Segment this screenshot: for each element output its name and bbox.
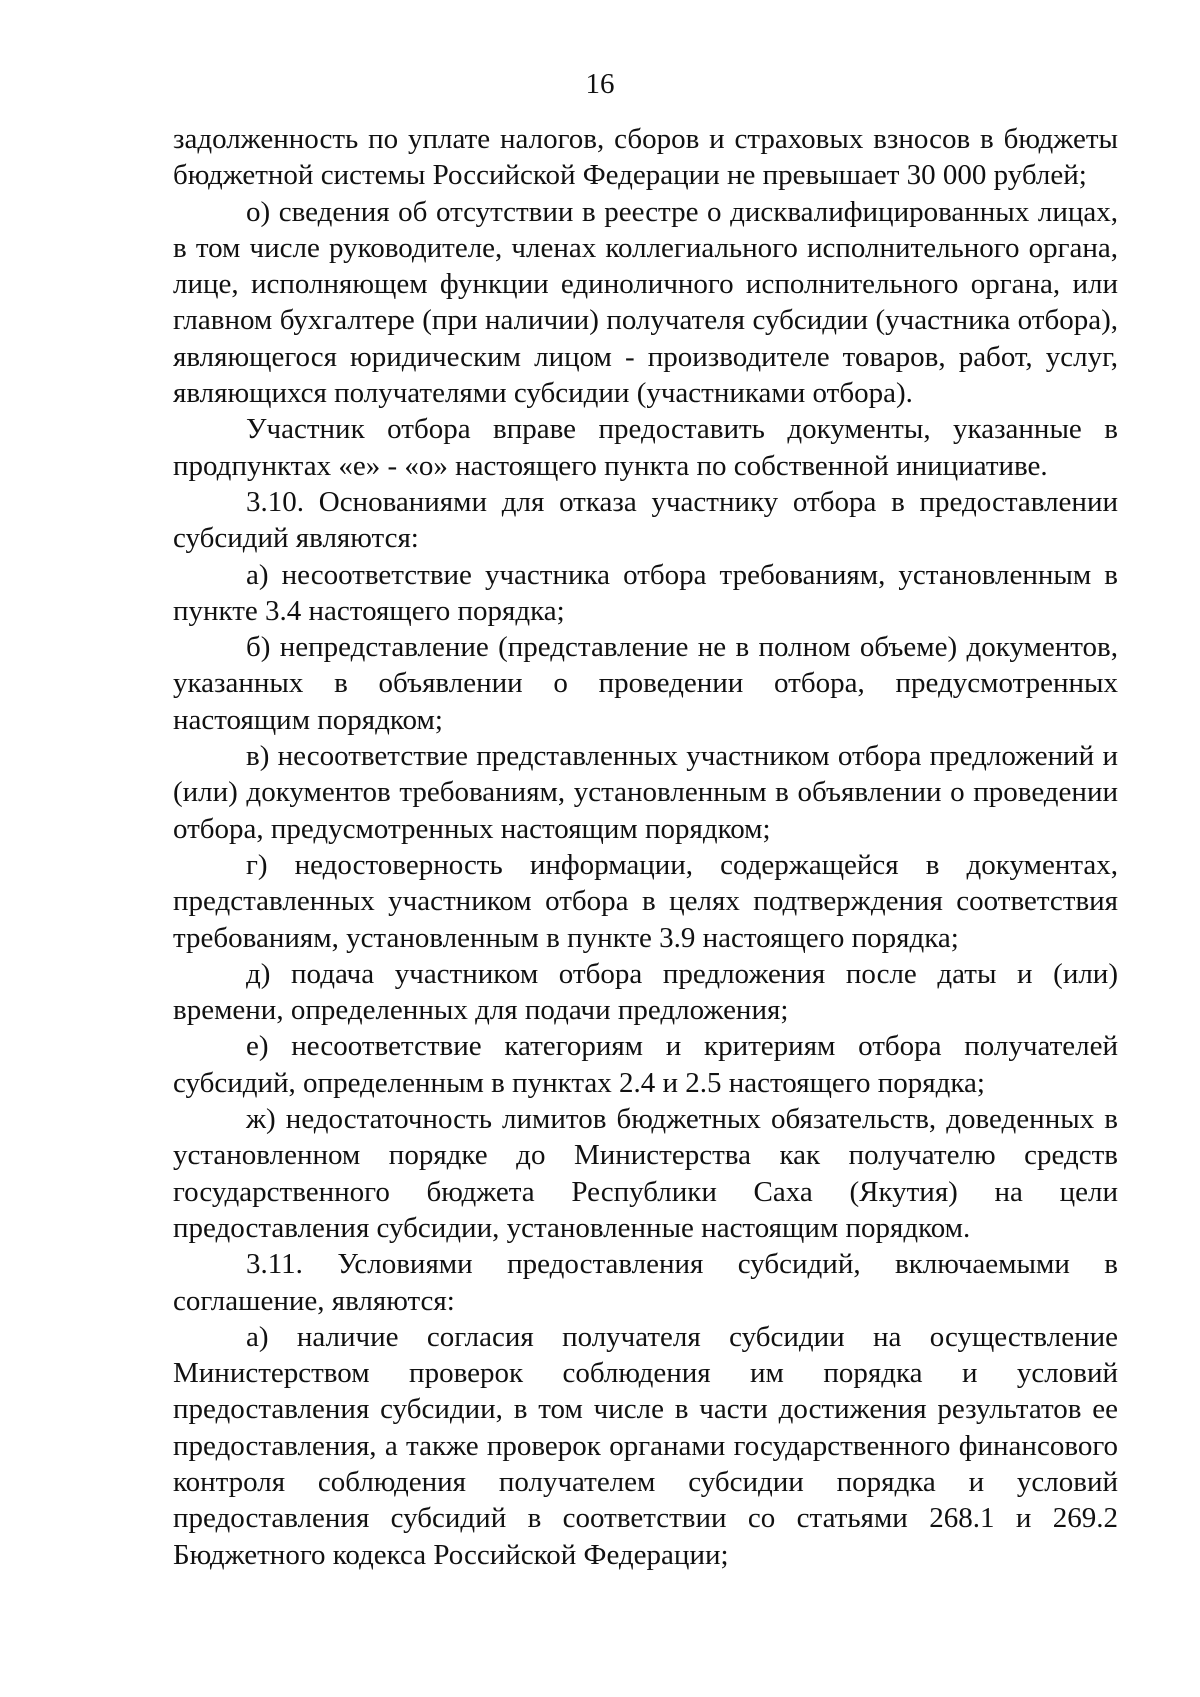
paragraph: ж) недостаточность лимитов бюджетных обязательств, доведенных в установленном порядке до Министерства как получателю средств государственного бюджета Республики Саха (Якутия) на цели предоставления субсидии, установленные настоящим порядком.	[173, 1103, 1118, 1244]
document-body	[173, 121, 1118, 1573]
paragraph: задолженность по уплате налогов, сборов и страховых взносов в бюджеты бюджетной системы Российской Федерации не превышает 30 000 рублей;	[173, 123, 1118, 192]
paragraph: Участник отбора вправе предоставить документы, указанные в продпунктах «е» - «о» настоящего пункта по собственной инициативе.	[173, 413, 1118, 482]
paragraph: б) непредставление (представление не в полном объеме) документов, указанных в объявлении о проведении отбора, предусмотренных настоящим порядком;	[173, 631, 1118, 736]
paragraph: 3.11. Условиями предоставления субсидий, включаемыми в соглашение, являются:	[173, 1248, 1118, 1317]
paragraph: е) несоответствие категориям и критериям отбора получателей субсидий, определенным в пунктах 2.4 и 2.5 настоящего порядка;	[173, 1030, 1118, 1099]
paragraph: д) подача участником отбора предложения после даты и (или) времени, определенных для подачи предложения;	[173, 957, 1118, 1027]
paragraph: а) наличие согласия получателя субсидии на осуществление Министерством проверок соблюдения им порядка и условий предоставления субсидии, в том числе в части достижения результатов ее предоставления, а также проверок органами государственного финансового контроля соблюдения получателем субсидии порядка и условий предоставления субсидий в соответствии со статьями 268.1 и 269.2 Бюджетного кодекса Российской Федерации;	[173, 1320, 1118, 1571]
paragraph: о) сведения об отсутствии в реестре о дисквалифицированных лицах, в том числе руководителе, членах коллегиального исполнительного органа, лице, исполняющем функции единоличного исполнительного органа, или главном бухгалтере (при наличии) получателя субсидии (участника отбора), являющегося юридическим лицом - производителе товаров, работ, услуг, являющихся получателями субсидии (участниками отбора).	[173, 195, 1118, 410]
page-number: 16	[585, 68, 615, 100]
paragraph: в) несоответствие представленных участником отбора предложений и (или) документов требованиям, установленным в объявлении о проведении отбора, предусмотренных настоящим порядком;	[173, 740, 1118, 845]
paragraph: а) несоответствие участника отбора требованиям, установленным в пункте 3.4 настоящего порядка;	[173, 558, 1118, 627]
paragraph: 3.10. Основаниями для отказа участнику отбора в предоставлении субсидий являются:	[173, 485, 1118, 555]
paragraph: г) недостоверность информации, содержащейся в документах, представленных участником отбора в целях подтверждения соответствия требованиям, установленным в пункте 3.9 настоящего порядка;	[173, 848, 1118, 954]
